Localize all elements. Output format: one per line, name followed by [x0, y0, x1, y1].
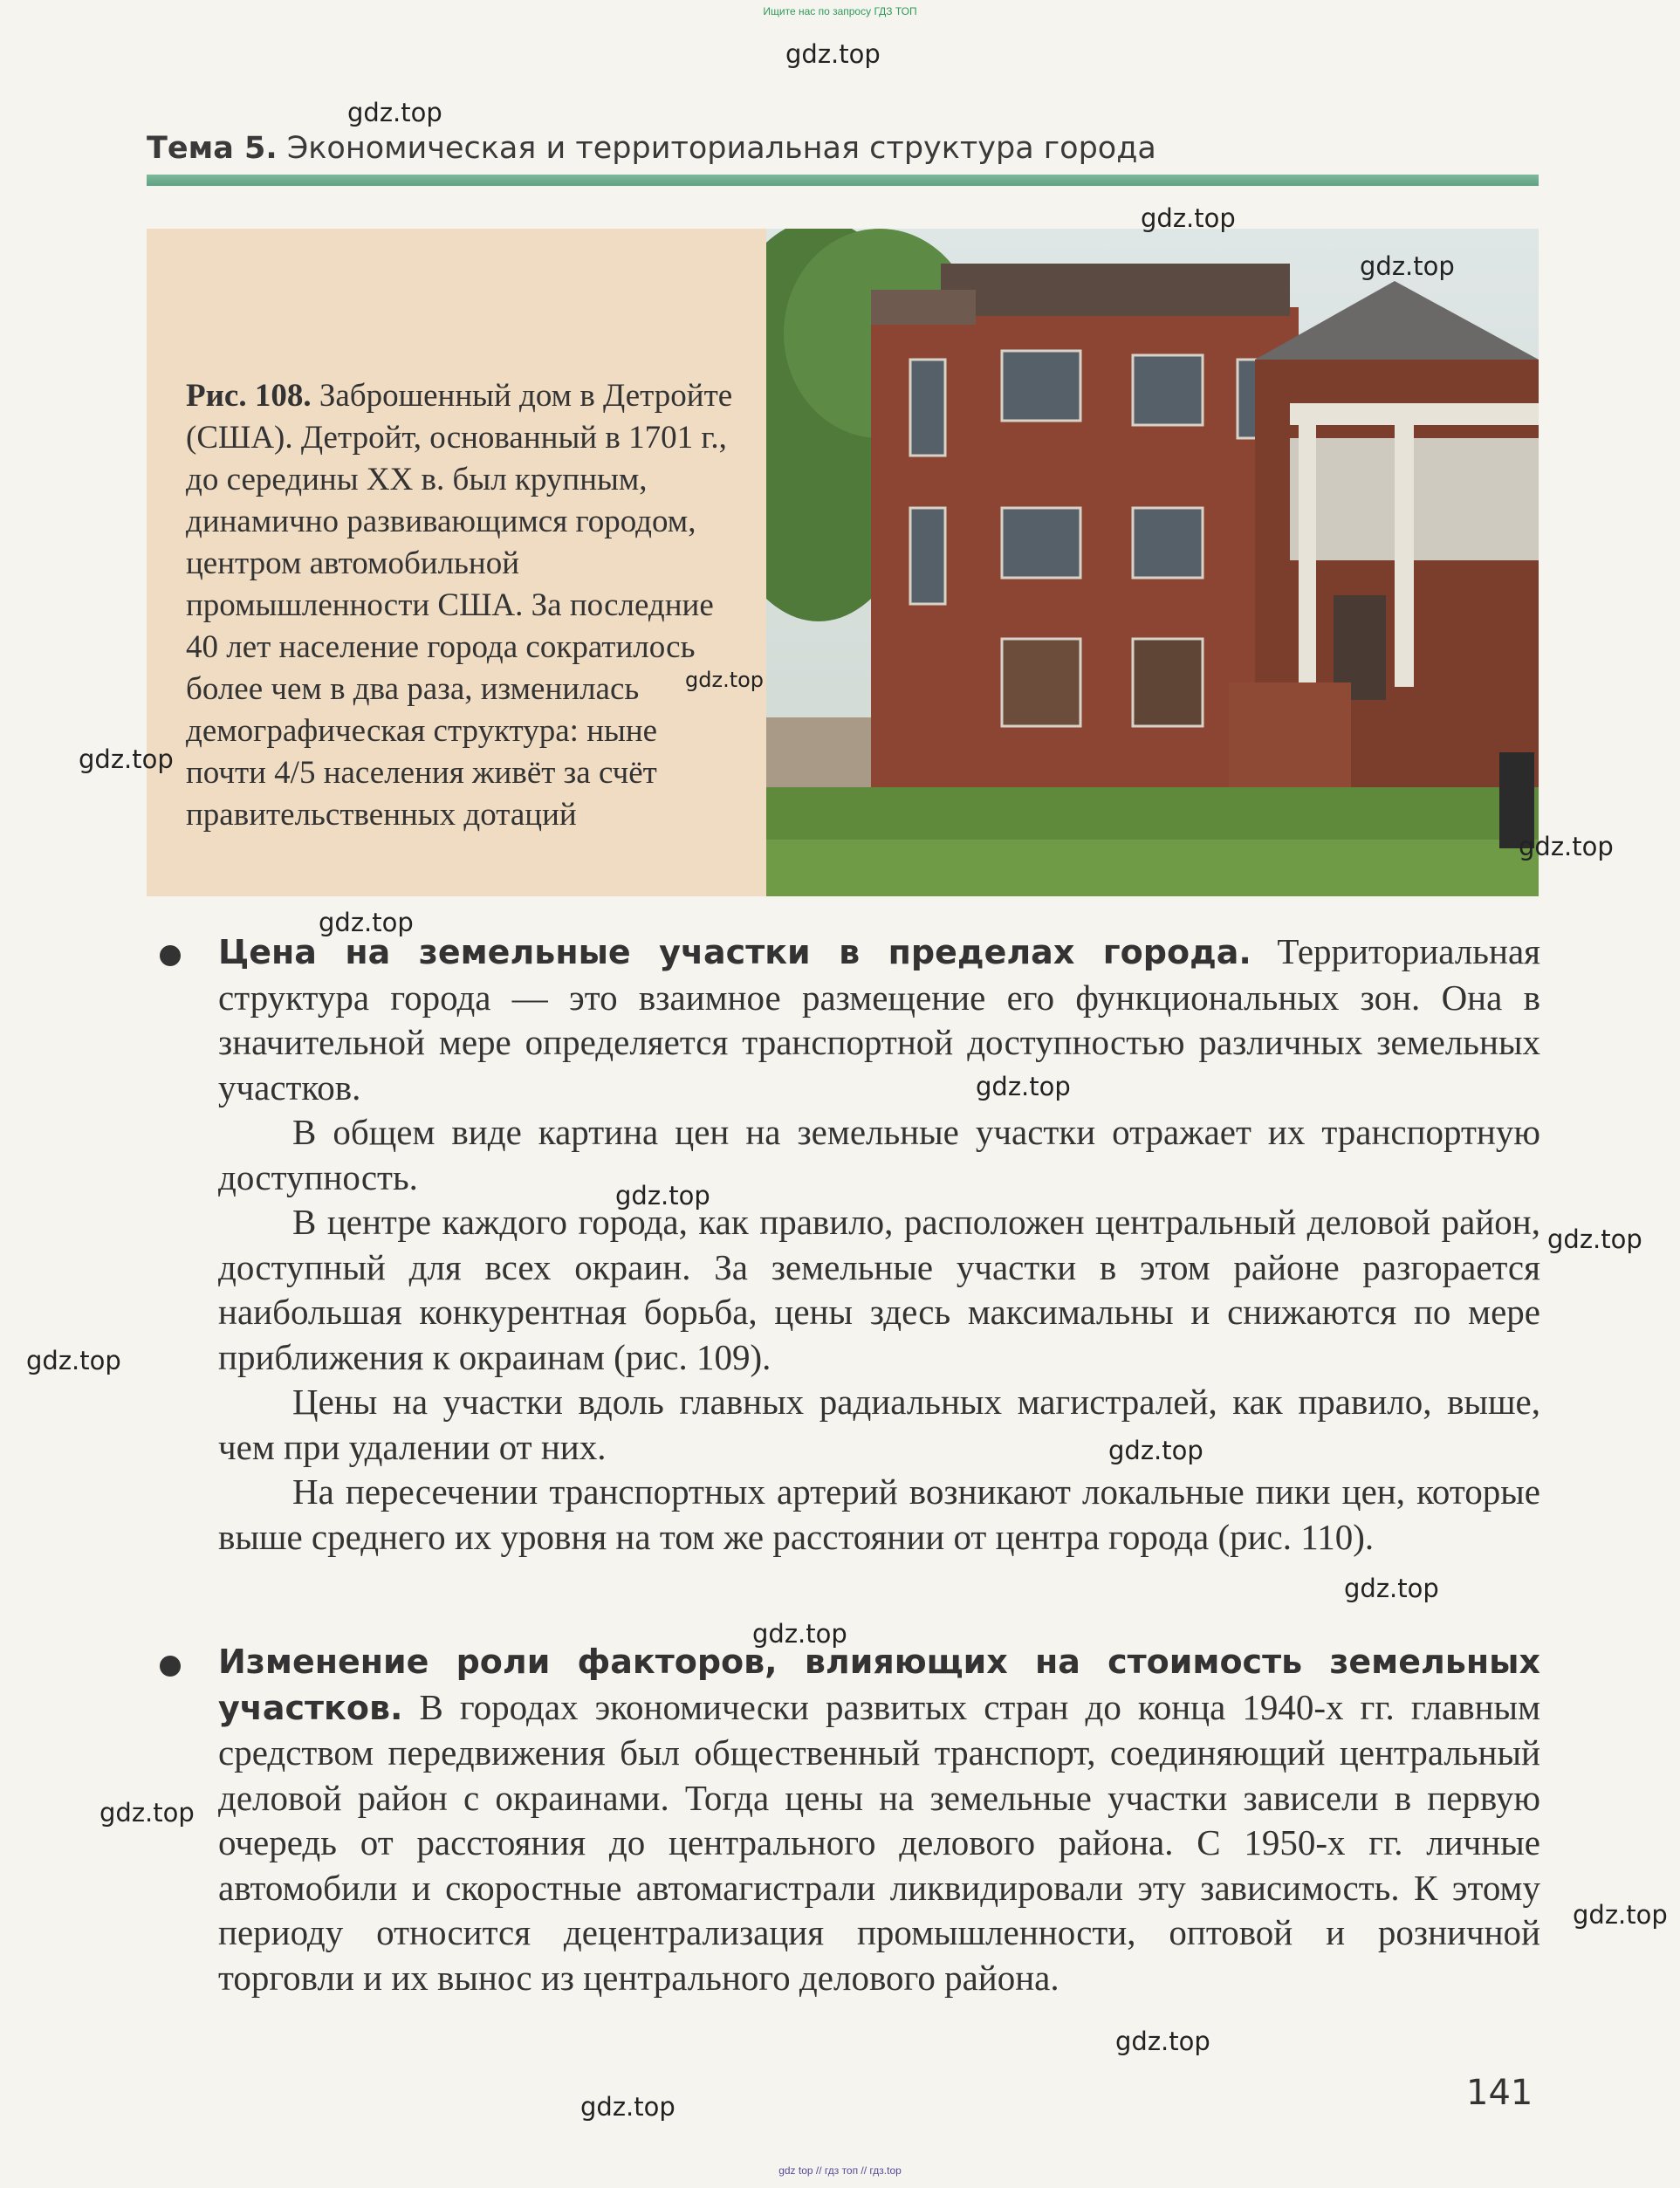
topic-label: Тема 5.	[147, 131, 278, 166]
figure-caption-text: Заброшенный дом в Детройте (США). Детройт, основанный в 1701 г., до середины XX в. был крупным, динамично развивающимся городом, центром автомобильной промышленности США. За последние 40 лет население города сократилось более чем в два раза, изменилась демографическая структура: ныне почти 4/5 населения живёт за счёт правительственных дотаций	[186, 378, 733, 833]
watermark: gdz.top	[580, 2092, 675, 2122]
watermark: gdz.top	[347, 98, 442, 127]
watermark: gdz.top	[1573, 1900, 1668, 1930]
watermark: gdz.top	[1141, 203, 1236, 233]
section1-heading: Цена на земельные участки в пределах города.	[218, 933, 1251, 971]
watermark: gdz.top	[1115, 2027, 1210, 2056]
watermark: gdz.top	[1519, 832, 1614, 861]
section1-paragraph: В центре каждого города, как правило, расположен центральный деловой район, доступный для всех окраин. За земельные участки в этом районе разгорается наибольшая конкурентная борьба, цены здесь максимальны и снижаются по мере приближения к окраинам (рис. 109).	[218, 1202, 1540, 1377]
abandoned-house-photo	[766, 229, 1539, 896]
figure-caption	[186, 375, 744, 836]
section2-lead: В городах экономически развитых стран до конца 1940-х гг. главным средством передвижения был общественный транспорт, соединяющий центральный деловой район с окраинами. Тогда цены на земельные участки зависели в первую очередь от расстояния до центрального делового района. С 1950-х гг. личные автомобили и скоростные автомагистрали ликвидировали эту зависимость. К этому периоду относится децентрализация промышленности, оптовой и розничной торговли и их вынос из центрального делового района.	[218, 1686, 1541, 1998]
section1-bullet	[160, 945, 181, 966]
watermark: gdz.top	[99, 1798, 195, 1828]
section1-first-paragraph	[218, 929, 1540, 1110]
section1-body	[218, 929, 1540, 1560]
bottom-note: gdz top // гдз топ // гдз.top	[778, 2164, 902, 2177]
section2-body	[218, 1639, 1540, 2000]
section2-first-paragraph	[218, 1639, 1540, 2000]
watermark: gdz.top	[26, 1346, 121, 1375]
page-number: 141	[1466, 2073, 1533, 2113]
section1-paragraph: В общем виде картина цен на земельные участки отражает их транспортную доступность.	[218, 1112, 1540, 1197]
section2-bullet	[160, 1656, 181, 1677]
top-note: Ищите нас по запросу ГДЗ ТОП	[763, 5, 917, 17]
watermark: gdz.top	[615, 1181, 710, 1211]
section1-lead: Территориальная структура города — это взаимное размещение его функциональных зон. Она в значительной мере определяется транспортной доступностью различных земельных участков.	[218, 931, 1540, 1108]
section2-heading: Изменение роли факторов, влияющих на стоимость земельных участков.	[218, 1643, 1540, 1727]
section1-paragraph: Цены на участки вдоль главных радиальных магистралей, как правило, выше, чем при удалении от них.	[218, 1382, 1540, 1467]
watermark: gdz.top	[1360, 251, 1455, 281]
section1-paragraph: На пересечении транспортных артерий возникают локальные пики цен, которые выше среднего их уровня на том же расстоянии от центра города (рис. 110).	[218, 1471, 1540, 1557]
watermark: gdz.top	[685, 668, 765, 692]
watermark: gdz.top	[319, 908, 414, 937]
watermark: gdz.top	[1344, 1574, 1439, 1603]
watermark: gdz.top	[79, 744, 174, 774]
figure-label: Рис. 108.	[186, 378, 312, 414]
topic-title: Экономическая и территориальная структура города	[286, 131, 1156, 166]
watermark: gdz.top	[1547, 1224, 1642, 1254]
watermark: gdz.top	[785, 39, 881, 69]
watermark: gdz.top	[752, 1619, 847, 1649]
header-rule	[147, 175, 1539, 186]
watermark: gdz.top	[976, 1072, 1071, 1101]
topic-header	[147, 131, 1156, 166]
watermark: gdz.top	[1108, 1436, 1203, 1465]
